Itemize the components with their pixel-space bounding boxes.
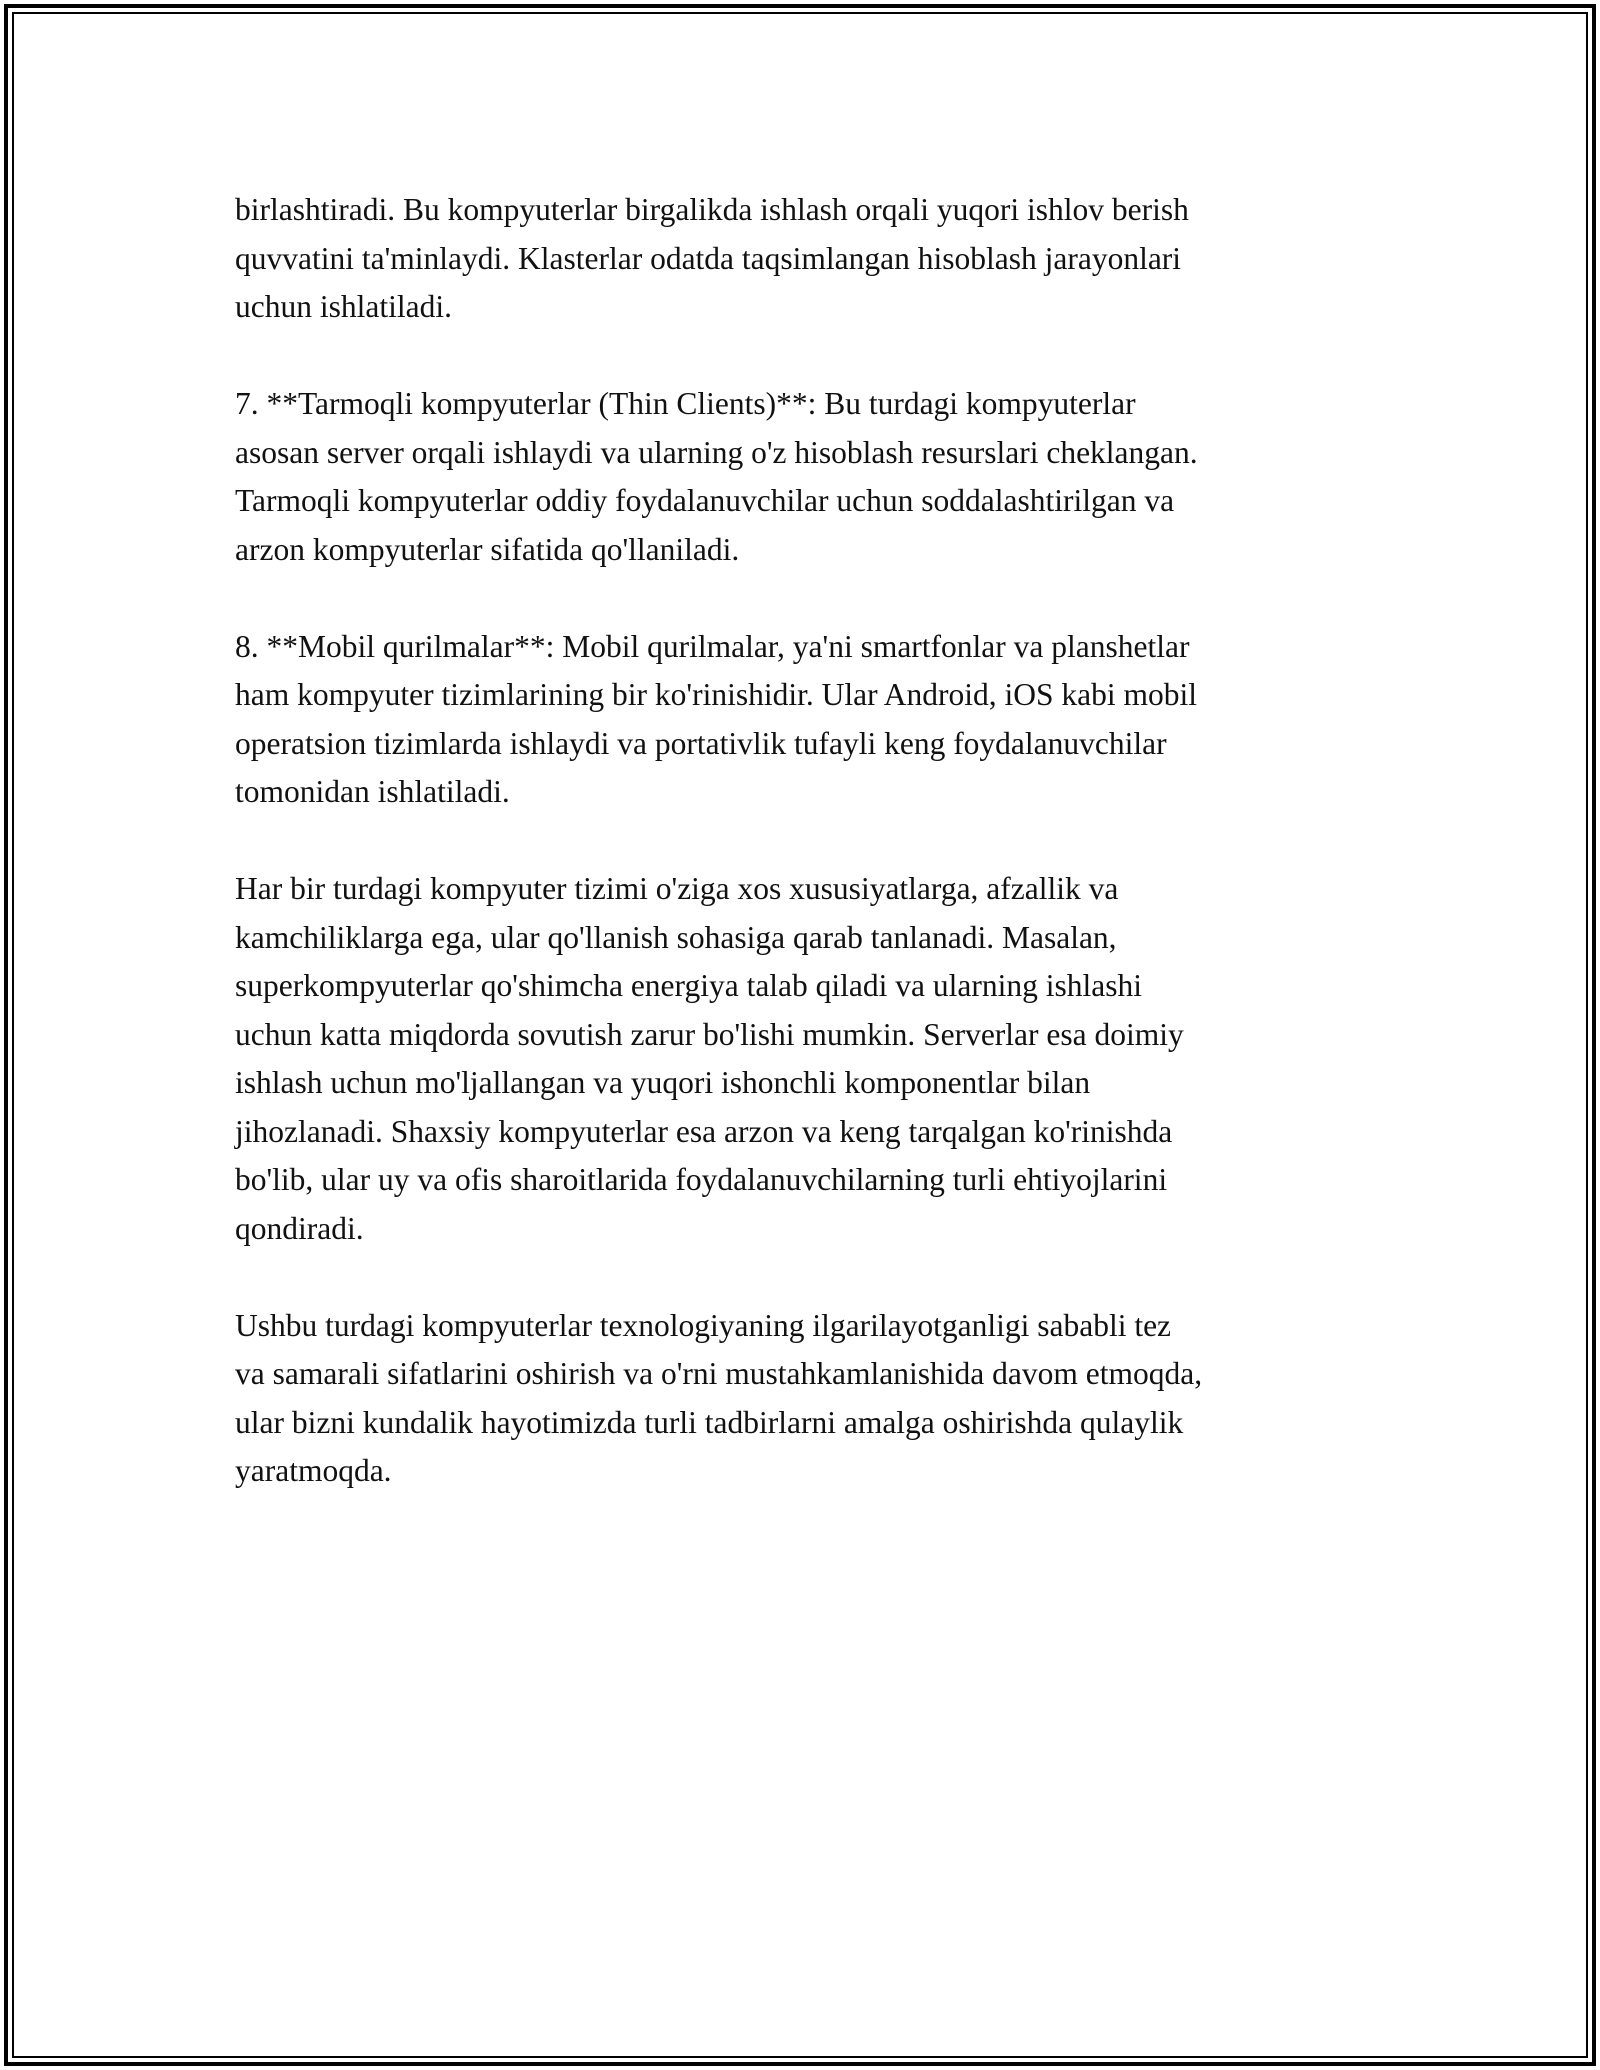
text-line: uchun ishlatiladi.: [235, 289, 452, 324]
text-line: 8. **Mobil qurilmalar**: Mobil qurilmalar, ya'ni smartfonlar va planshetlar: [235, 628, 1190, 664]
text-line: Har bir turdagi kompyuter tizimi o'ziga xos xususiyatlarga, afzallik va: [235, 871, 1119, 906]
paragraph-conclusion: [235, 1302, 1375, 1496]
text-line: kamchiliklarga ega, ular qo'llanish sohasiga qarab tanlanadi. Masalan,: [235, 919, 1117, 955]
text-line: tomonidan ishlatiladi.: [235, 774, 510, 809]
text-line: jihozlanadi. Shaxsiy kompyuterlar esa arzon va keng tarqalgan ko'rinishda: [235, 1113, 1173, 1149]
text-line: 7. **Tarmoqli kompyuterlar (Thin Clients)**: Bu turdagi kompyuterlar: [235, 386, 1136, 421]
text-line: qondiradi.: [235, 1210, 364, 1246]
text-line: ham kompyuter tizimlarining bir ko'rinishidir. Ular Android, iOS kabi mobil: [235, 677, 1197, 712]
text-line: birlashtiradi. Bu kompyuterlar birgalikda ishlash orqali yuqori ishlov berish: [235, 192, 1189, 227]
text-line: asosan server orqali ishlaydi va ularning o'z hisoblash resurslari cheklangan.: [235, 434, 1198, 470]
text-line: ular bizni kundalik hayotimizda turli tadbirlarni amalga oshirishda qulaylik: [235, 1404, 1184, 1440]
text-line: arzon kompyuterlar sifatida qo'llaniladi.: [235, 531, 740, 567]
text-line: uchun katta miqdorda sovutish zarur bo'lishi mumkin. Serverlar esa doimiy: [235, 1016, 1184, 1052]
text-line: yaratmoqda.: [235, 1453, 392, 1488]
text-line: quvvatini ta'minlaydi. Klasterlar odatda taqsimlangan hisoblash jarayonlari: [235, 240, 1182, 276]
document-body: [235, 186, 1375, 1544]
text-line: operatsion tizimlarda ishlaydi va portativlik tufayli keng foydalanuvchilar: [235, 725, 1167, 761]
text-line: Tarmoqli kompyuterlar oddiy foydalanuvchilar uchun soddalashtirilgan va: [235, 483, 1175, 518]
text-line: superkompyuterlar qo'shimcha energiya talab qiladi va ularning ishlashi: [235, 968, 1142, 1003]
text-line: va samarali sifatlarini oshirish va o'rni mustahkamlanishida davom etmoqda,: [235, 1356, 1203, 1391]
paragraph-mobile-devices: [235, 623, 1375, 817]
text-line: ishlash uchun mo'ljallangan va yuqori ishonchli komponentlar bilan: [235, 1065, 1091, 1100]
text-line: bo'lib, ular uy va ofis sharoitlarida foydalanuvchilarning turli ehtiyojlarini: [235, 1162, 1168, 1197]
paragraph-comparison: [235, 865, 1375, 1253]
text-line: Ushbu turdagi kompyuterlar texnologiyaning ilgarilayotganligi sababli tez: [235, 1307, 1172, 1343]
paragraph-clusters-continued: [235, 186, 1375, 332]
paragraph-thin-clients: [235, 380, 1375, 574]
